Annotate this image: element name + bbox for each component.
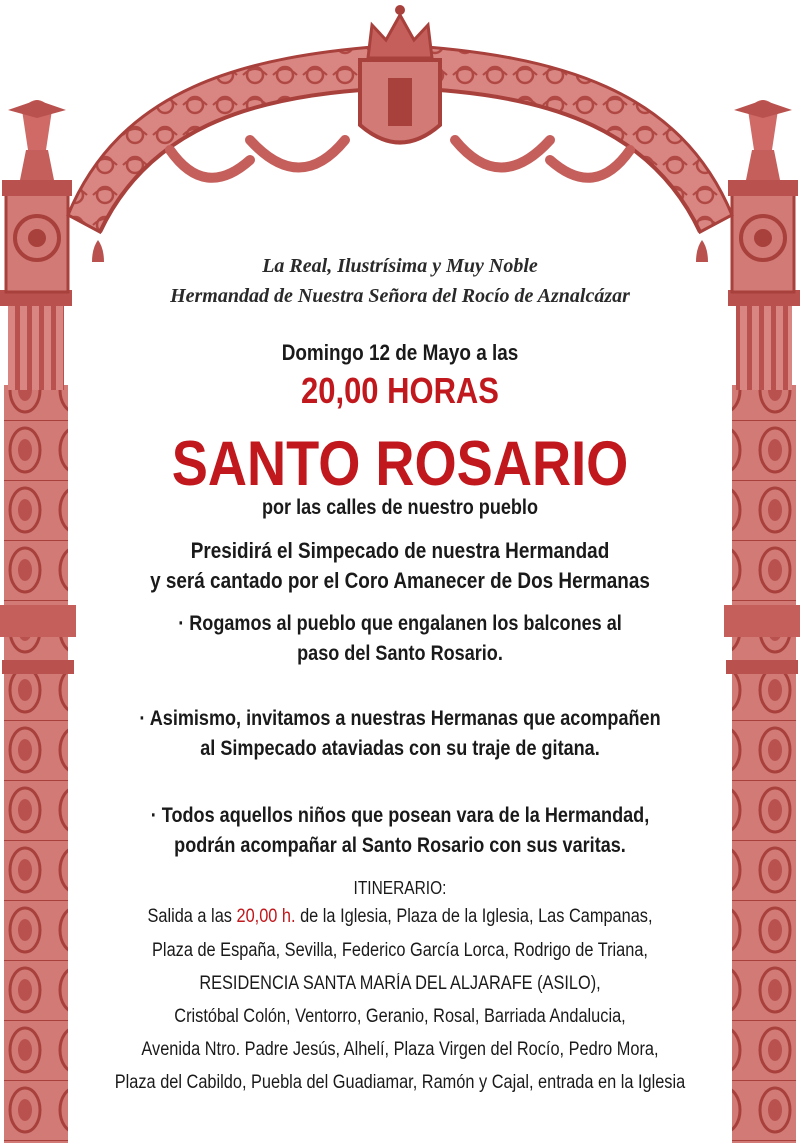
event-subtitle: por las calles de nuestro pueblo [261,496,538,519]
event-time: 20,00 HORAS [301,370,499,411]
arch [68,5,732,262]
note-children-line1: · Todos aquellos niños que posean vara de la Hermandad, [150,804,650,827]
note-gitana-line1: · Asimismo, invitamos a nuestras Hermanas que acompañen [139,707,661,730]
itinerary-departure-time: 20,00 h. [236,906,296,927]
itinerary-line3: RESIDENCIA SANTA MARÍA DEL ALJARAFE (ASILO), [199,973,601,994]
note-children-line2: podrán acompañar al Santo Rosario con sus varitas. [174,834,626,857]
itinerary-departure-route: de la Iglesia, Plaza de la Iglesia, Las Campanas, [300,906,653,927]
org-name-line2: Hermandad de Nuestra Señora del Rocío de Aznalcázar [170,285,630,307]
itinerary-line5: Avenida Ntro. Padre Jesús, Alhelí, Plaza Virgen del Rocío, Pedro Mora, [141,1039,659,1060]
org-name-line1: La Real, Ilustrísima y Muy Noble [262,255,538,277]
note-balconies-line1: · Rogamos al pueblo que engalanen los balcones al [178,612,622,635]
note-balconies-line2: paso del Santo Rosario. [297,642,503,665]
event-date: Domingo 12 de Mayo a las [281,340,519,365]
itinerary-heading: ITINERARIO: [353,878,447,898]
itinerary-departure-label: Salida a las [147,906,232,927]
itinerary-line2: Plaza de España, Sevilla, Federico García Lorca, Rodrigo de Triana, [152,940,648,961]
presides-line1: Presidirá el Simpecado de nuestra Hermandad [190,538,610,563]
itinerary-line4: Cristóbal Colón, Ventorro, Geranio, Rosal, Barriada Andalucia, [174,1006,626,1027]
note-gitana-line2: al Simpecado ataviadas con su traje de gitana. [200,737,600,760]
itinerary-line1 [56,906,744,928]
event-title: SANTO ROSARIO [171,429,629,499]
itinerary-line6: Plaza del Cabildo, Puebla del Guadiamar, Ramón y Cajal, entrada en la Iglesia [114,1072,686,1093]
presides-line2: y será cantado por el Coro Amanecer de Dos Hermanas [150,568,650,593]
